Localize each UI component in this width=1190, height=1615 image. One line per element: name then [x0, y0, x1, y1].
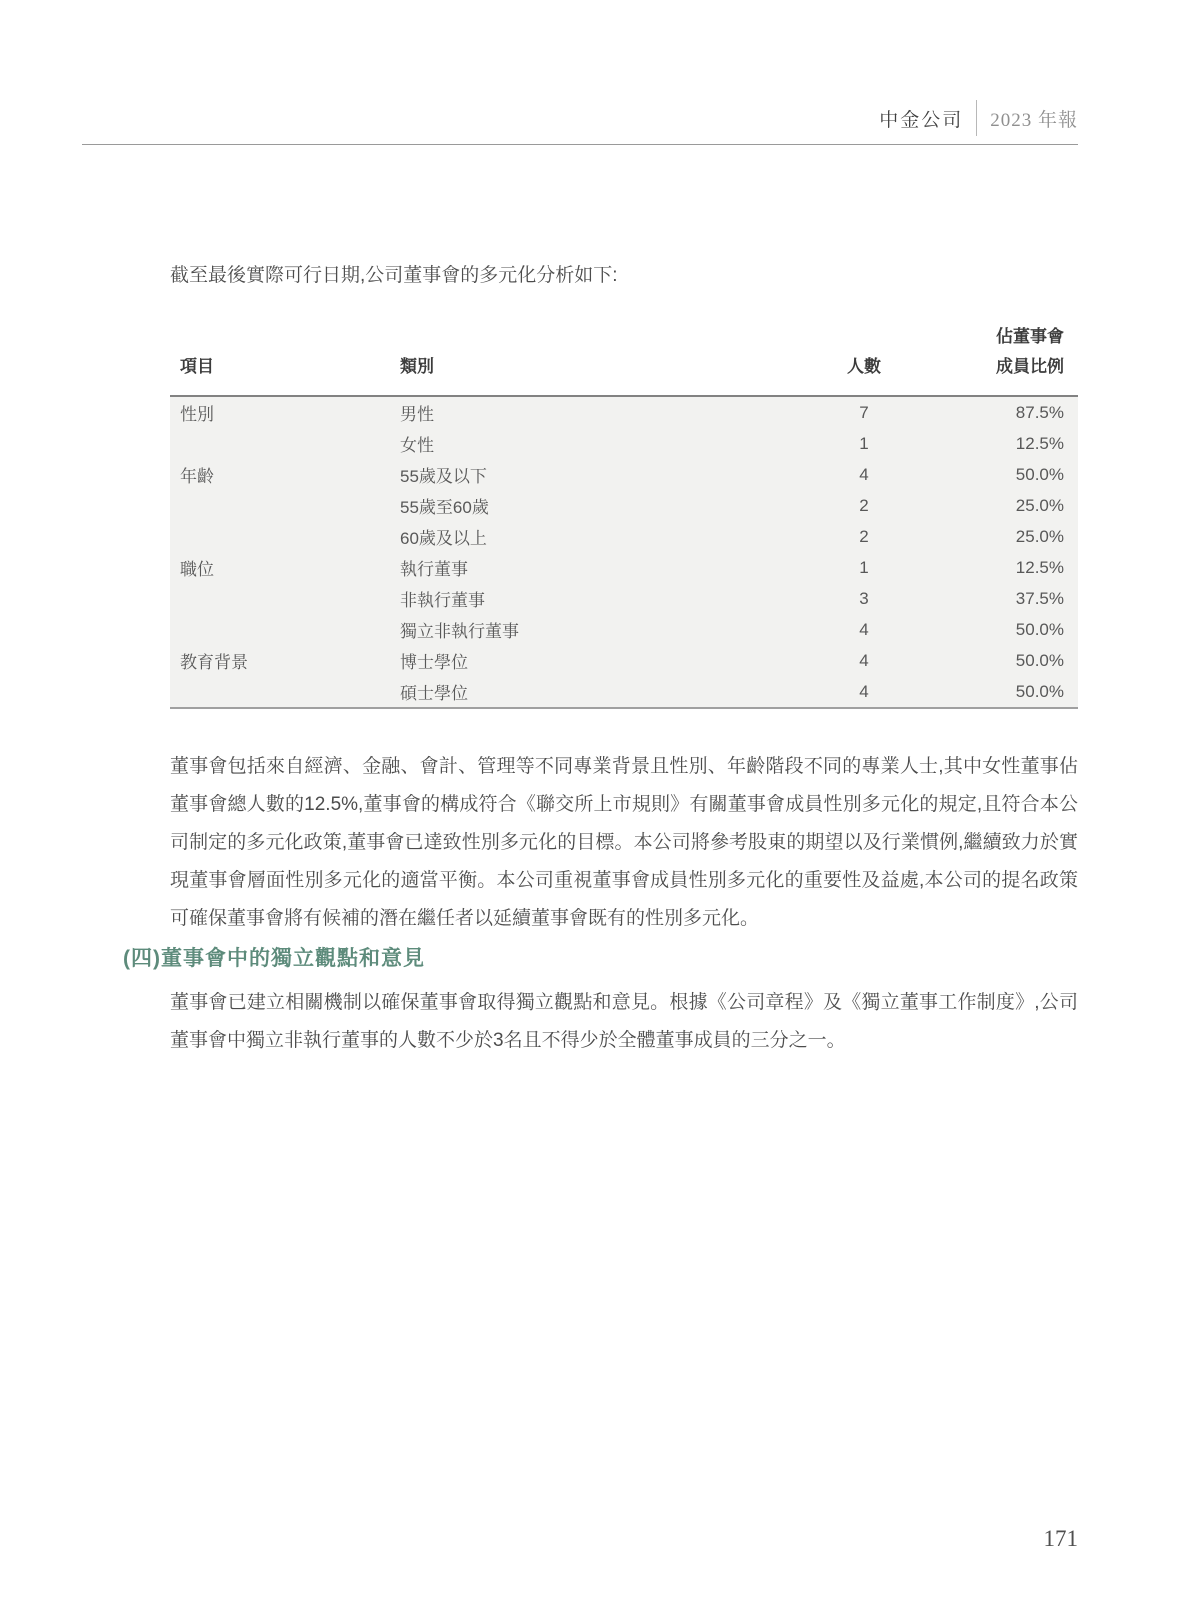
cell-ratio: 25.0%: [1015, 526, 1064, 546]
page-number: 171: [1043, 1526, 1078, 1551]
table-row: [170, 583, 1078, 614]
cell-ratio: 50.0%: [1015, 619, 1064, 639]
table-row: [170, 676, 1078, 707]
cell-count: 4: [859, 650, 869, 670]
section-heading: (四)董事會中的獨立觀點和意見: [123, 947, 425, 970]
cell-ratio: 50.0%: [1015, 681, 1064, 701]
cell-category: 執行董事: [400, 560, 468, 579]
header-divider: [976, 100, 977, 136]
cell-ratio: 12.5%: [1015, 557, 1064, 577]
cell-count: 1: [859, 433, 869, 453]
cell-category: 獨立非執行董事: [400, 622, 519, 641]
table-row: [170, 552, 1078, 583]
cell-ratio: 25.0%: [1015, 495, 1064, 515]
table-header-row: [170, 322, 1078, 395]
cell-count: 2: [859, 495, 869, 515]
table-row: [170, 397, 1078, 428]
paragraph-diversity: 董事會包括來自經濟、金融、會計、管理等不同專業背景且性別、年齡階段不同的專業人士,其中女性董事佔董事會總人數的12.5%,董事會的構成符合《聯交所上市規則》有關董事會成員性別多元化的規定,且符合本公司制定的多元化政策,董事會已達致性別多元化的目標。本公司將參考股東的期望以及行業慣例,繼續致力於實現董事會層面性別多元化的適當平衡。本公司重視董事會成員性別多元化的重要性及益處,本公司的提名政策可確保董事會將有候補的潛在繼任者以延續董事會既有的性別多元化。: [170, 756, 1078, 929]
paragraph-independence: 董事會已建立相關機制以確保董事會取得獨立觀點和意見。根據《公司章程》及《獨立董事工作制度》,公司董事會中獨立非執行董事的人數不少於3名且不得少於全體董事成員的三分之一。: [170, 992, 1078, 1051]
header-ratio: [904, 322, 1064, 382]
cell-item: 職位: [180, 560, 214, 579]
cell-ratio: 37.5%: [1015, 588, 1064, 608]
cell-category: 55歲至60歲: [400, 498, 489, 517]
cell-ratio: 50.0%: [1015, 650, 1064, 670]
header-rule: [82, 144, 1078, 145]
company-name: 中金公司: [879, 109, 964, 131]
header-ratio-line2: 成員比例: [996, 357, 1064, 376]
cell-category: 碩士學位: [400, 684, 468, 703]
header-ratio-line1: 佔董事會: [996, 327, 1064, 346]
cell-item: 教育背景: [180, 653, 248, 672]
year-report-label: 2023 年報: [990, 109, 1078, 131]
cell-category: 男性: [400, 405, 434, 424]
table-row: [170, 645, 1078, 676]
cell-count: 4: [859, 681, 869, 701]
cell-category: 非執行董事: [400, 591, 485, 610]
board-diversity-table: [170, 322, 1078, 709]
table-row: [170, 490, 1078, 521]
header-category: 類別: [400, 357, 434, 376]
cell-ratio: 87.5%: [1015, 402, 1064, 422]
table-row: [170, 521, 1078, 552]
cell-item: 性別: [180, 405, 214, 424]
cell-count: 7: [859, 402, 869, 422]
cell-category: 60歲及以上: [400, 529, 487, 548]
table-body: [170, 395, 1078, 709]
cell-item: 年齡: [180, 467, 214, 486]
cell-count: 1: [859, 557, 869, 577]
header-count: 人數: [847, 357, 881, 376]
cell-ratio: 50.0%: [1015, 464, 1064, 484]
intro-text: 截至最後實際可行日期,公司董事會的多元化分析如下:: [170, 265, 618, 286]
cell-ratio: 12.5%: [1015, 433, 1064, 453]
cell-category: 55歲及以下: [400, 467, 487, 486]
cell-count: 2: [859, 526, 869, 546]
cell-category: 博士學位: [400, 653, 468, 672]
table-row: [170, 614, 1078, 645]
header-item: 項目: [180, 357, 214, 376]
cell-count: 3: [859, 588, 869, 608]
cell-count: 4: [859, 619, 869, 639]
cell-count: 4: [859, 464, 869, 484]
table-row: [170, 459, 1078, 490]
cell-category: 女性: [400, 436, 434, 455]
running-header: [879, 100, 1078, 136]
table-row: [170, 428, 1078, 459]
